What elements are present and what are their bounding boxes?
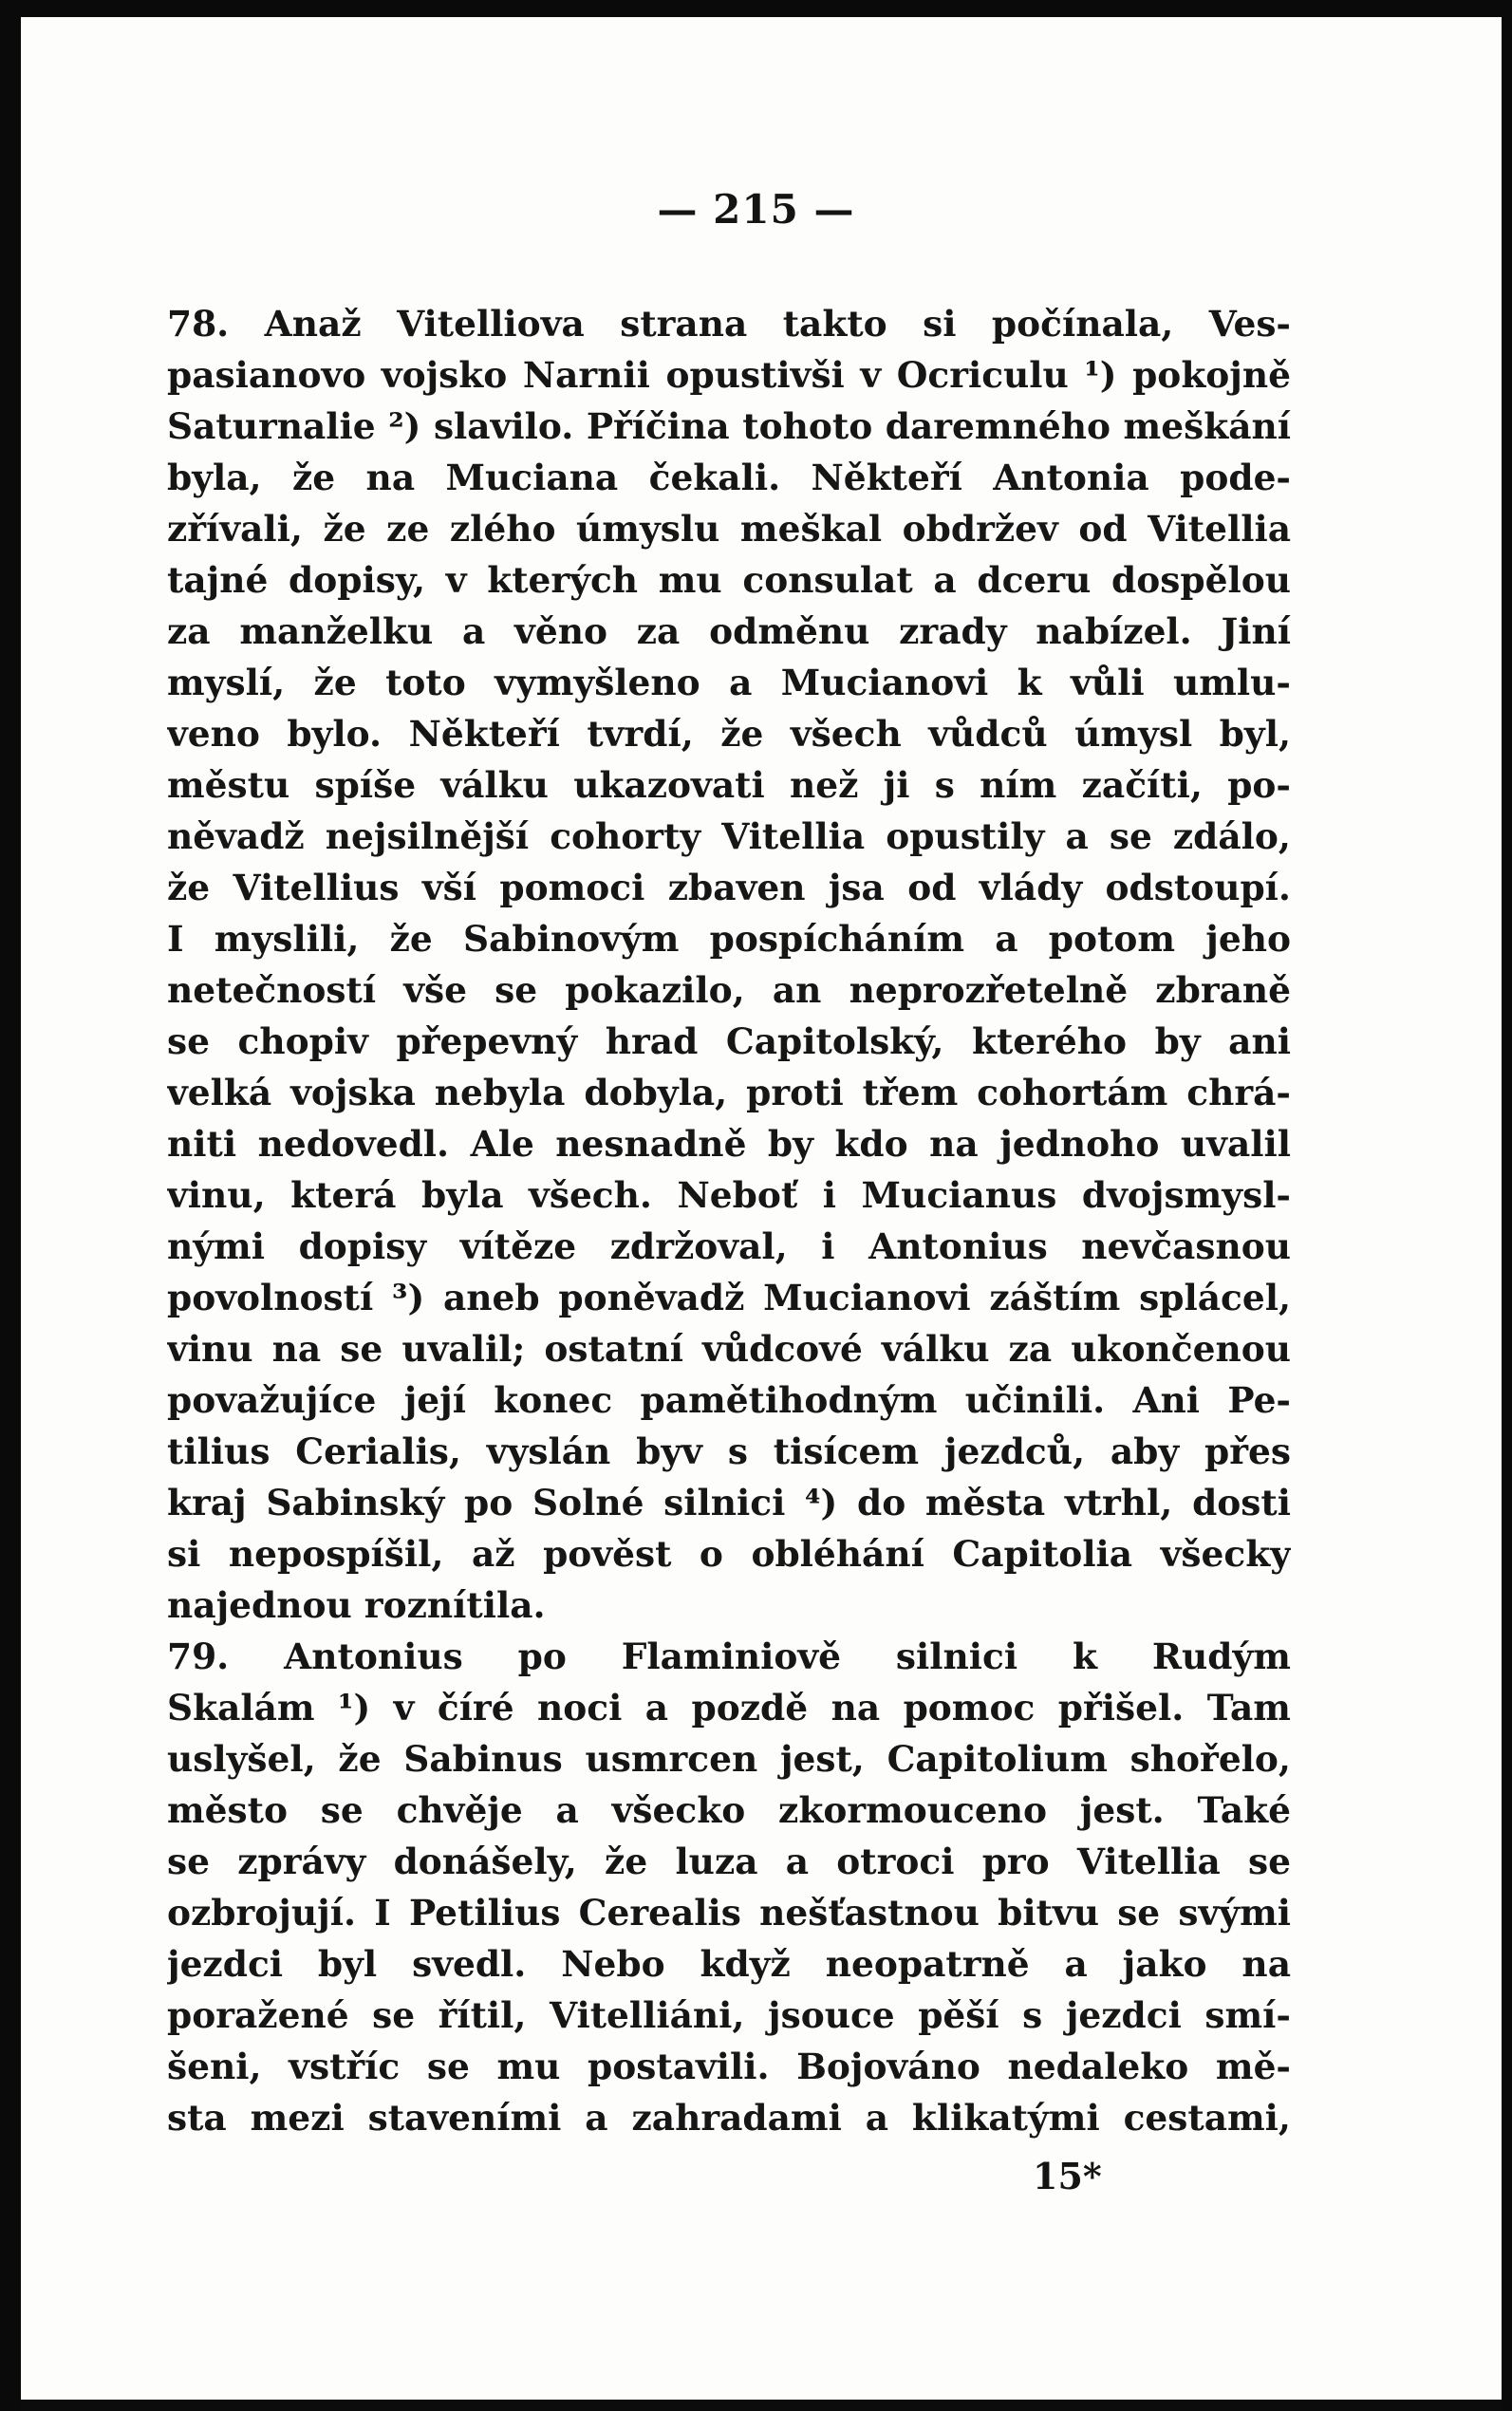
text-line: myslí, že toto vymyšleno a Mucianovi k vůli umlu-: [167, 662, 1291, 703]
text-line: I myslili, že Sabinovým pospícháním a potom jeho: [167, 918, 1291, 960]
text-line: uslyšel, že Sabinus usmrcen jest, Capitolium shořelo,: [167, 1738, 1291, 1780]
text-line: zřívali, že ze zlého úmyslu meškal obdržev od Vitellia: [167, 508, 1291, 550]
text-line: velká vojska nebyla dobyla, proti třem cohortám chrá-: [167, 1072, 1291, 1113]
text-line: něvadž nejsilnější cohorty Vitellia opustily a se zdálo,: [167, 815, 1291, 857]
text-line: nými dopisy vítěze zdržoval, i Antonius nevčasnou: [167, 1225, 1291, 1267]
printer-signature-mark: 15*: [1033, 2155, 1102, 2197]
text-line: tilius Cerialis, vyslán byv s tisícem jezdců, aby přes: [167, 1430, 1291, 1472]
text-line: šeni, vstříc se mu postavili. Bojováno nedaleko mě-: [167, 2046, 1291, 2087]
text-line: se chopiv přepevný hrad Capitolský, kterého by ani: [167, 1020, 1291, 1062]
text-line: se zprávy donášely, že luza a otroci pro Vitellia se: [167, 1841, 1291, 1882]
text-line: veno bylo. Někteří tvrdí, že všech vůdců úmysl byl,: [167, 713, 1291, 755]
text-line: vinu na se uvalil; ostatní vůdcové válku za ukončenou: [167, 1328, 1291, 1370]
text-line: sta mezi staveními a zahradami a klikatými cestami,: [167, 2097, 1291, 2139]
text-line: Saturnalie ²) slavilo. Příčina tohoto daremného meškání: [167, 405, 1291, 447]
text-line: 78. Anaž Vitelliova strana takto si počínala, Ves-: [167, 303, 1291, 345]
text-line: tajné dopisy, v kterých mu consulat a dceru dospělou: [167, 559, 1291, 601]
scan-right-border: [1502, 0, 1512, 2411]
text-line: pasianovo vojsko Narnii opustivši v Ocriculu ¹) pokojně: [167, 354, 1291, 396]
text-line: netečností vše se pokazilo, an neprozřetelně zbraně: [167, 969, 1291, 1011]
text-line: považujíce její konec pamětihodným učinili. Ani Pe-: [167, 1379, 1291, 1421]
scan-left-border: [0, 0, 21, 2411]
text-line: za manželku a věno za odměnu zrady nabízel. Jiní: [167, 610, 1291, 652]
text-line: byla, že na Muciana čekali. Někteří Antonia pode-: [167, 457, 1291, 498]
text-line: jezdci byl svedl. Nebo když neopatrně a jako na: [167, 1943, 1291, 1985]
text-line: město se chvěje a všecko zkormouceno jest. Také: [167, 1789, 1291, 1831]
text-line: najednou roznítila.: [167, 1584, 546, 1626]
text-line: Skalám ¹) v číré noci a pozdě na pomoc přišel. Tam: [167, 1687, 1291, 1729]
text-line: kraj Sabinský po Solné silnici ⁴) do města vtrhl, dosti: [167, 1482, 1291, 1523]
text-line: niti nedovedl. Ale nesnadně by kdo na jednoho uvalil: [167, 1123, 1291, 1165]
scan-top-border: [0, 0, 1512, 17]
text-line: vinu, která byla všech. Neboť i Mucianus dvojsmysl-: [167, 1174, 1291, 1216]
text-line: si nepospíšil, až pověst o obléhání Capitolia všecky: [167, 1533, 1291, 1575]
body-text: [167, 298, 1291, 2143]
text-line: povolností ³) aneb poněvadž Mucianovi záštím splácel,: [167, 1277, 1291, 1318]
page-number: — 215 —: [657, 186, 855, 233]
text-line: 79. Antonius po Flaminiově silnici k Rudým: [167, 1635, 1291, 1677]
text-line: městu spíše válku ukazovati než ji s ním začíti, po-: [167, 764, 1291, 806]
text-line: poražené se řítil, Vitelliáni, jsouce pěší s jezdci smí-: [167, 1994, 1291, 2036]
text-line: ozbrojují. I Petilius Cerealis nešťastnou bitvu se svými: [167, 1892, 1291, 1934]
text-line: že Vitellius vší pomoci zbaven jsa od vlády odstoupí.: [167, 867, 1291, 908]
